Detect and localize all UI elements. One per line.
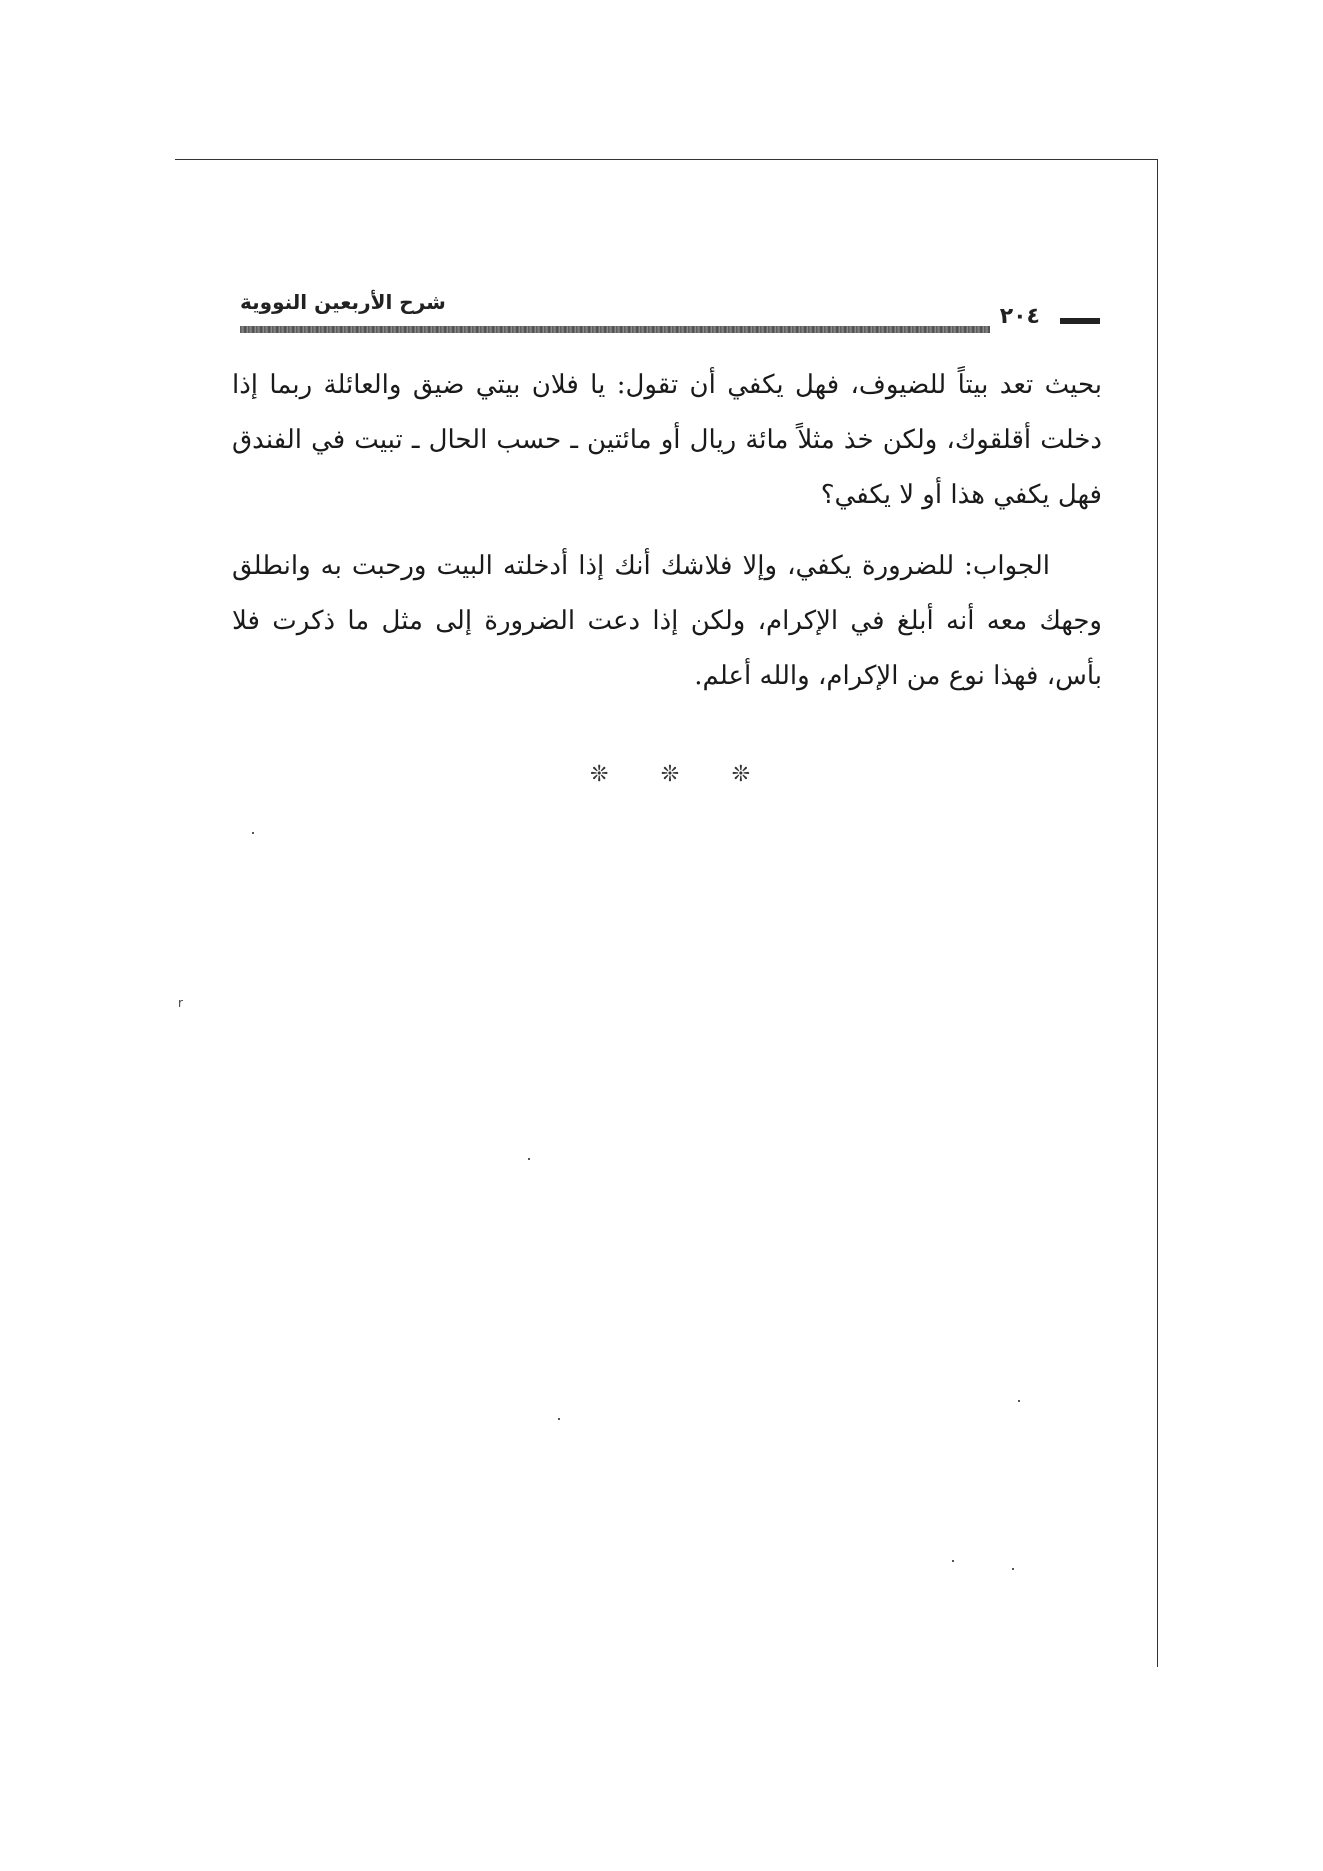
answer-paragraph: الجواب: للضرورة يكفي، وإلا فلاشك أنك إذا أدخلته البيت ورحبت به وانطلق وجهك معه أنه أبلغ في الإكرام، ولكن إذا دعت الضرورة إلى مثل ما ذكرت فلا بأس، فهذا نوع من الإكرام، والله أعلم. bbox=[232, 551, 1102, 691]
section-separator bbox=[590, 762, 750, 787]
scan-speck bbox=[528, 1158, 530, 1160]
scan-speck bbox=[1012, 1568, 1014, 1570]
running-header bbox=[240, 290, 1100, 340]
question-paragraph: بحيث تعد بيتاً للضيوف، فهل يكفي أن تقول: يا فلان بيتي ضيق والعائلة ربما إذا دخلت أقلقوك، ولكن خذ مثلاً مائة ريال أو مائتين ـ حسب الحال ـ تبيت في الفندق فهل يكفي هذا أو لا يكفي؟ bbox=[232, 370, 1102, 510]
scan-speck bbox=[252, 832, 254, 834]
separator-star-icon: ❊ bbox=[590, 762, 609, 787]
scan-speck bbox=[952, 1560, 954, 1562]
scan-speck bbox=[1018, 1400, 1020, 1402]
page-frame-right-rule bbox=[1157, 159, 1158, 1667]
header-decorative-rule bbox=[240, 326, 990, 333]
page-number-dash bbox=[1060, 318, 1100, 324]
scan-speck bbox=[558, 1418, 560, 1420]
header-book-title: شرح الأربعين النووية bbox=[240, 290, 446, 314]
margin-mark: r bbox=[178, 996, 183, 1010]
page-number: ٢٠٤ bbox=[999, 304, 1040, 329]
separator-star-icon: ❊ bbox=[660, 762, 680, 787]
page-frame-top-rule bbox=[175, 159, 1158, 160]
body-text bbox=[232, 358, 1102, 704]
separator-star-icon: ❊ bbox=[731, 762, 750, 787]
